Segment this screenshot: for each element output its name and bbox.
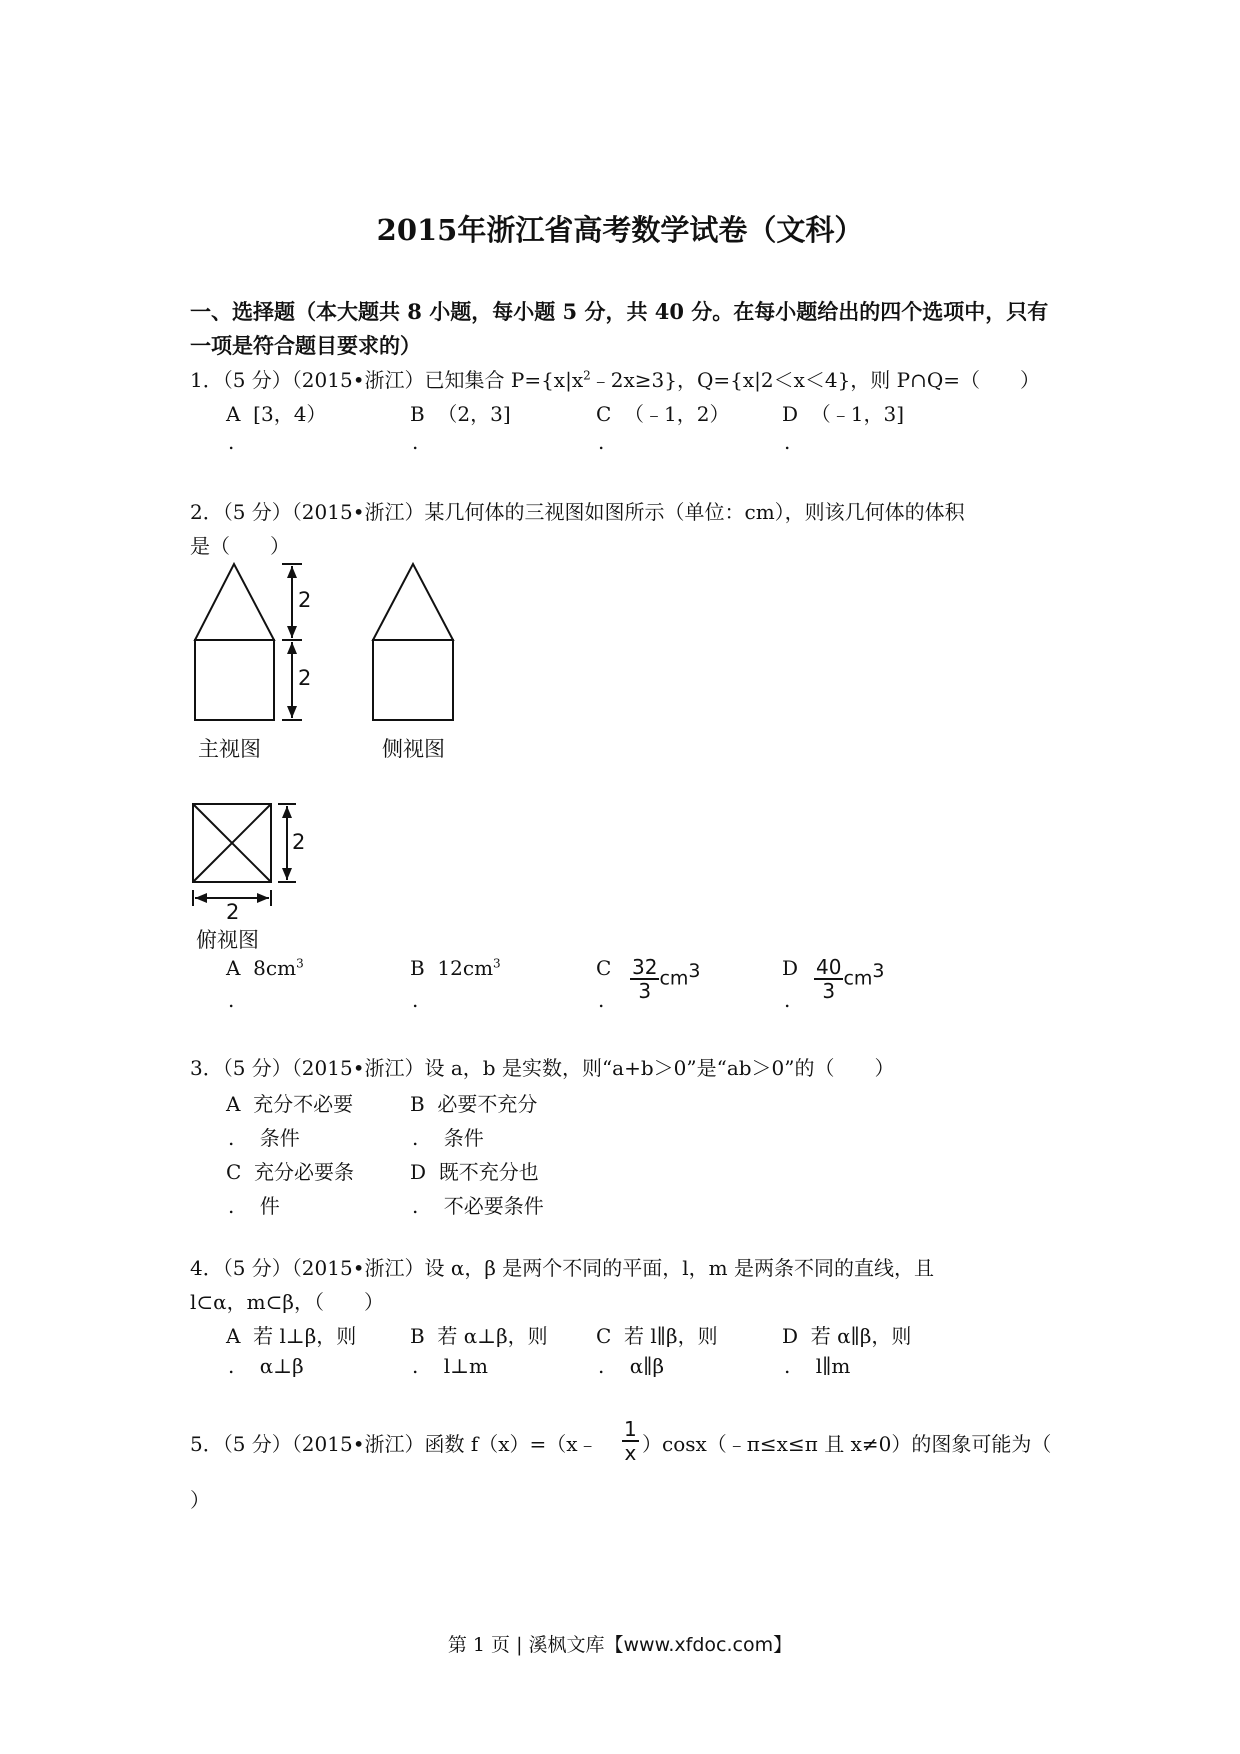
q3-option-a[interactable]: A 充分不必要 xyxy=(226,1092,354,1116)
q3-option-b[interactable]: B 必要不充分 xyxy=(410,1092,538,1116)
q1-stem-b: ﹣2x≥3}，Q={x|2＜x＜4}，则 P∩Q=（ ） xyxy=(590,368,1041,392)
q1-dot-a: . xyxy=(228,430,235,454)
question-3-stem: 3．（5 分）（2015•浙江）设 a，b 是实数，则“a+b＞0”是“ab＞0”的（ ） xyxy=(190,1056,895,1080)
q4-option-b-line2: . l⊥m xyxy=(412,1354,488,1378)
q5-fraction: $\frac{1}{x}$ xyxy=(624,1417,637,1465)
q4-option-d[interactable]: D 若 α∥β，则 xyxy=(782,1324,912,1348)
q4-option-d-line2: . l∥m xyxy=(784,1354,851,1378)
front-view-label: 主视图 xyxy=(198,737,261,761)
q1-option-a[interactable]: A [3，4） xyxy=(226,402,327,426)
footer-site-link[interactable]: 【www.xfdoc.com】 xyxy=(604,1634,793,1656)
q4-option-a-line2: . α⊥β xyxy=(228,1354,304,1378)
arrow-1 xyxy=(287,566,297,578)
q1-dot-d: . xyxy=(784,430,791,454)
dim-label-below: 2 xyxy=(226,900,240,924)
side-view-square xyxy=(373,640,453,720)
front-view-triangle xyxy=(195,564,274,640)
q2-option-b[interactable]: B $12cm^3$ xyxy=(410,956,501,980)
arrow-4 xyxy=(287,706,297,718)
q2-dot-b: . xyxy=(412,988,419,1012)
q2-option-c-fraction: $\frac{32}{3}$ $cm^3$ xyxy=(632,955,701,1003)
q3-option-a-line2: . 条件 xyxy=(228,1126,300,1150)
q1-option-c[interactable]: C （﹣1，2） xyxy=(596,402,730,426)
q4-option-a[interactable]: A 若 l⊥β，则 xyxy=(226,1324,357,1348)
q1-dot-b: . xyxy=(412,430,419,454)
q2-dot-c: . xyxy=(598,988,605,1012)
side-view-triangle xyxy=(373,564,453,640)
q3-option-d-line2: . 不必要条件 xyxy=(412,1194,544,1218)
q3-option-c[interactable]: C 充分必要条 xyxy=(226,1160,355,1184)
question-4-stem-line1: 4．（5 分）（2015•浙江）设 α，β 是两个不同的平面，l，m 是两条不同的直线，且 xyxy=(190,1256,935,1280)
q1-dot-c: . xyxy=(598,430,605,454)
q1-option-b[interactable]: B （2，3] xyxy=(410,402,511,426)
q1-option-d[interactable]: D （﹣1，3] xyxy=(782,402,905,426)
q2-option-c[interactable]: C xyxy=(596,956,612,980)
q3-option-b-line2: . 条件 xyxy=(412,1126,484,1150)
question-5-stem-b: ）cosx（﹣π≤x≤π 且 x≠0）的图象可能为（ xyxy=(642,1432,1052,1456)
section-heading-line2: 一项是符合题目要求的） xyxy=(190,333,421,358)
q2-option-d[interactable]: D xyxy=(782,956,799,980)
question-5-stem-line2: ） xyxy=(190,1488,210,1512)
q4-option-c-line2: . α∥β xyxy=(598,1354,665,1378)
q3-option-d[interactable]: D 既不充分也 xyxy=(410,1160,539,1184)
q4-option-c[interactable]: C 若 l∥β，则 xyxy=(596,1324,718,1348)
dim-label-bottom: 2 xyxy=(298,666,312,690)
page-title: 2015年浙江省高考数学试卷（文科） xyxy=(376,213,864,247)
arrow-3 xyxy=(287,642,297,654)
arrow-5 xyxy=(282,806,292,818)
footer-text: 第 1 页 | 溪枫文库 xyxy=(447,1634,605,1656)
q2-dot-a: . xyxy=(228,988,235,1012)
dim-label-right: 2 xyxy=(292,830,306,854)
dim-label-top: 2 xyxy=(298,588,312,612)
q2-option-d-fraction: $\frac{40}{3}$ $cm^3$ xyxy=(816,955,885,1003)
arrow-2 xyxy=(287,626,297,638)
section-heading-line1: 一、选择题（本大题共 8 小题，每小题 5 分，共 40 分。在每小题给出的四个选项中，只有 xyxy=(190,299,1049,324)
q2-dot-d: . xyxy=(784,988,791,1012)
question-4-stem-line2: l⊂α，m⊂β，（ ） xyxy=(190,1290,384,1314)
arrow-8 xyxy=(257,893,269,903)
arrow-7 xyxy=(195,893,207,903)
question-2-stem-line2: 是（ ） xyxy=(190,534,290,558)
q2-option-a[interactable]: A $8cm^3$ xyxy=(226,956,304,980)
front-view-square xyxy=(195,640,274,720)
arrow-6 xyxy=(282,868,292,880)
question-2-stem-line1: 2．（5 分）（2015•浙江）某几何体的三视图如图所示（单位：cm），则该几何体的体积 xyxy=(190,500,965,524)
top-view-label: 俯视图 xyxy=(196,928,259,952)
question-5-stem-a: 5．（5 分）（2015•浙江）函数 f（x）=（x﹣ xyxy=(190,1432,598,1456)
q1-stem-sup: 2 xyxy=(583,368,591,383)
q3-option-c-line2: . 件 xyxy=(228,1194,280,1218)
q4-option-b[interactable]: B 若 α⊥β，则 xyxy=(410,1324,548,1348)
q1-stem-a: 1．（5 分）（2015•浙江）已知集合 P={x|x xyxy=(190,368,584,392)
side-view-label: 侧视图 xyxy=(382,737,445,761)
page-footer xyxy=(0,1630,1240,1657)
